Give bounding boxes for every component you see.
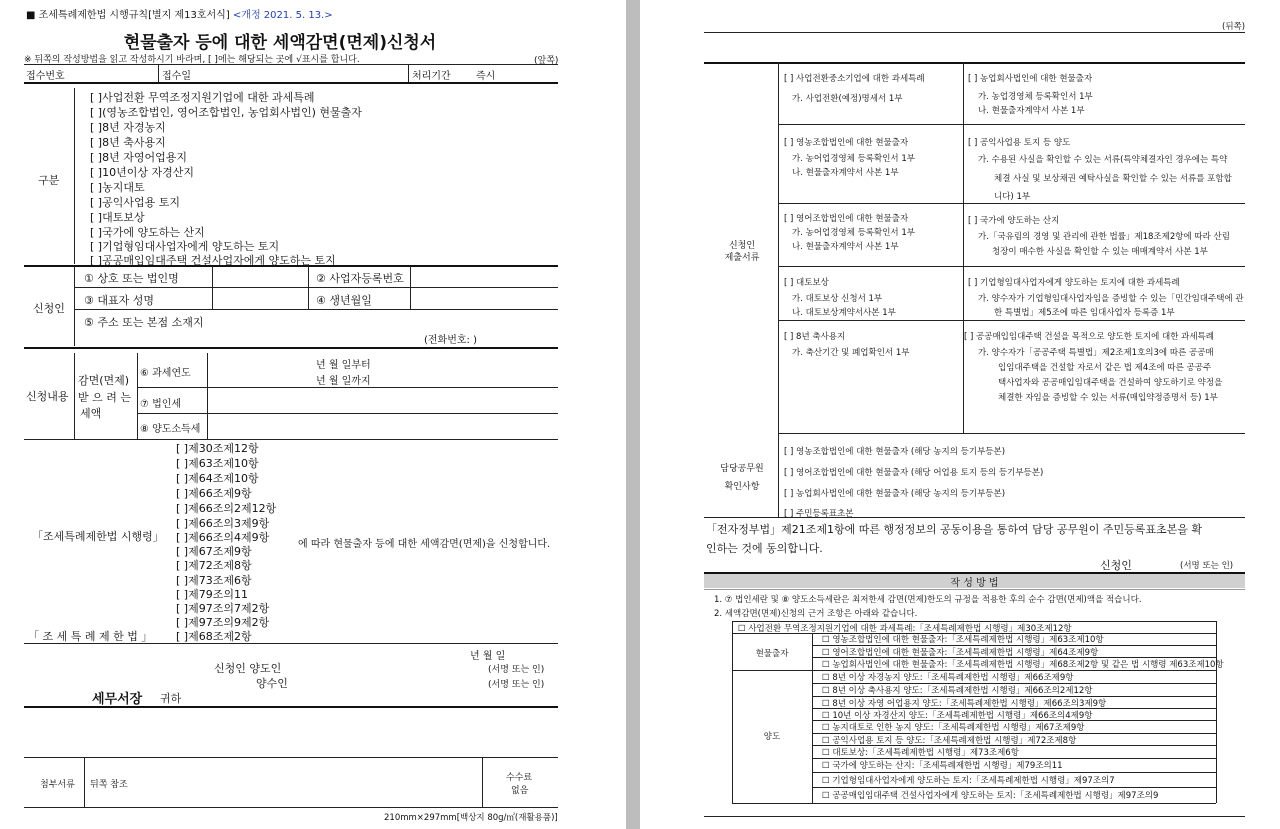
officer-item[interactable]: [ ] 영어조합법인에 대한 현물출자 (해당 어업용 토지 등의 등기부등본) — [784, 468, 1044, 478]
article-option[interactable]: [ ]제68조제2항 — [176, 630, 252, 643]
corp-name-label: ① 상호 또는 법인명 — [84, 272, 179, 285]
applicant-transferor: 신청인 양도인 — [214, 662, 282, 675]
doc-item[interactable]: [ ] 농업회사법인에 대한 현물출자 — [968, 74, 1093, 84]
fee-label: 수수료 — [506, 773, 533, 783]
consent-line2: 인하는 것에 동의합니다. — [706, 542, 823, 555]
income-tax-label: ⑧ 양도소득세 — [140, 424, 201, 435]
reduction-label-line3: 세액 — [80, 407, 102, 420]
category-option[interactable]: [ ]농지대토 — [90, 181, 145, 194]
basis-item[interactable]: ☐ 8년 이상 자영 어업용지 양도:「조세특례제한법 시행령」제66조의3제9항 — [822, 699, 1107, 709]
basis-item[interactable]: ☐ 공익사업용 토지 등 양도:「조세특례제한법 시행령」제72조제8항 — [822, 736, 1077, 746]
doc-detail: 가. 농어업경영체 등록확인서 1부 — [792, 228, 915, 238]
basis-item[interactable]: ☐ 10년 이상 자경산지 양도:「조세특례제한법 시행령」제66조의4제9항 — [822, 711, 1093, 721]
article-option[interactable]: [ ]제67조제9항 — [176, 545, 252, 558]
basis-item[interactable]: ☐ 영농조합법인에 대한 현물출자:「조세특례제한법 시행령」제63조제10항 — [822, 635, 1104, 645]
doc-detail: 가. 대토보상 신청서 1부 — [792, 294, 883, 304]
basis-item[interactable]: ☐ 농지대토로 인한 농지 양도:「조세특례제한법 시행령」제67조제9항 — [822, 723, 1085, 733]
category-option[interactable]: [ ]8년 자영어업용지 — [90, 151, 187, 164]
basis-item[interactable]: ☐ 국가에 양도하는 산지:「조세특례제한법 시행령」제79조의11 — [822, 761, 1063, 771]
category-label: 구분 — [38, 174, 60, 187]
article-option[interactable]: [ ]제97조의9제2항 — [176, 616, 270, 629]
basis-item[interactable]: ☐ 8년 이상 축사용지 양도:「조세특례제한법 시행령」제66조의2제12항 — [822, 686, 1093, 696]
revision-date: <개정 2021. 5. 13.> — [232, 10, 333, 21]
law-reference-text: ■ 조세특례제한법 시행규칙[별지 제13호서식] — [26, 10, 230, 21]
form-title: 현물출자 등에 대한 세액감면(면제)신청서 — [123, 33, 437, 53]
consent-applicant: 신청인 — [1100, 559, 1132, 572]
doc-item[interactable]: [ ] 공익사업용 토지 등 양도 — [968, 138, 1071, 148]
submit-label-line1: 신청인 — [728, 241, 756, 251]
rep-name-label: ③ 대표자 성명 — [84, 294, 154, 307]
tax-year-label: ⑥ 과세연도 — [140, 368, 191, 379]
officer-item[interactable]: [ ] 농업회사법인에 대한 현물출자 (해당 농지의 등기부등본) — [784, 489, 1006, 499]
article-option[interactable]: [ ]제30조제12항 — [176, 442, 259, 455]
article-option[interactable]: [ ]제66조의2제12항 — [176, 502, 277, 515]
address-label: ⑤ 주소 또는 본점 소재지 — [84, 316, 204, 329]
doc-detail: 청장이 매수한 사실을 확인할 수 있는 매매계약서 사본 1부 — [992, 247, 1208, 257]
category-option[interactable]: [ ](영농조합법인, 영어조합법인, 농업회사법인) 현물출자 — [90, 106, 362, 119]
doc-detail: 체결한 자임을 증빙할 수 있는 서류(매입약정증명서 등) 1부 — [998, 393, 1218, 403]
category-option[interactable]: [ ]공익사업용 토지 — [90, 196, 180, 209]
doc-detail: 가. 농업경영체 등록확인서 1부 — [978, 92, 1093, 102]
article-option[interactable]: [ ]제66조의3제9항 — [176, 517, 270, 530]
article-option[interactable]: [ ]제66조의4제9항 — [176, 531, 270, 544]
doc-detail: 가. 사업전환(예정)명세서 1부 — [792, 94, 903, 104]
officer-label-line1: 담당공무원 — [720, 464, 764, 474]
doc-detail: 나. 현물출자계약서 사본 1부 — [978, 106, 1085, 116]
front-page — [0, 0, 626, 829]
method-item-2: 2. 세액감면(면제)신청의 근거 조항은 아래와 같습니다. — [714, 609, 918, 619]
category-option[interactable]: [ ]기업형임대사업자에게 양도하는 토지 — [90, 240, 280, 253]
doc-item[interactable]: [ ] 기업형임대사업자에게 양도하는 토지에 대한 과세특례 — [968, 278, 1180, 288]
doc-item[interactable]: [ ] 대토보상 — [784, 278, 829, 288]
birth-label: ④ 생년월일 — [316, 294, 372, 307]
transferee-label: 양수인 — [256, 677, 288, 690]
law-label-secondary: 「 조 세 특 례 제 한 법 」 — [28, 630, 153, 643]
paper-size: 210mm×297mm[백상지 80g/㎡(재활용품)] — [384, 813, 558, 823]
officer-item[interactable]: [ ] 주민등록표초본 — [784, 509, 854, 519]
phone-label: (전화번호: ) — [424, 335, 477, 346]
article-option[interactable]: [ ]제97조의7제2항 — [176, 602, 270, 615]
submit-label-line2: 제출서류 — [724, 253, 760, 263]
doc-detail: 나. 대토보상계약서사본 1부 — [792, 308, 896, 318]
category-option[interactable]: [ ]8년 자경농지 — [90, 121, 166, 134]
process-period-value: 즉시 — [476, 71, 496, 82]
category-option[interactable]: [ ]10년이상 자경산지 — [90, 166, 194, 179]
content-label: 신청내용 — [26, 390, 69, 403]
process-period-label: 처리기간 — [412, 71, 451, 82]
attachments-label: 첨부서류 — [40, 780, 75, 790]
officer-label-line2: 확인사항 — [724, 482, 760, 492]
front-page-label: (앞쪽) — [534, 56, 559, 66]
corp-tax-label: ⑦ 법인세 — [140, 399, 182, 410]
law-reference — [26, 6, 333, 21]
doc-item[interactable]: [ ] 8년 축사용지 — [784, 332, 846, 342]
basis-item[interactable]: ☐ 영어조합법인에 대한 현물출자:「조세특례제한법 시행령」제64조제9항 — [822, 648, 1099, 658]
sign-transferee: (서명 또는 인) — [488, 680, 545, 690]
fee-value: 없음 — [511, 786, 529, 796]
doc-item[interactable]: [ ] 공공매입임대주택 건설을 목적으로 양도한 토지에 대한 과세특례 — [964, 332, 1214, 342]
doc-detail: 입임대주택을 건설할 자로서 같은 법 제4조에 따른 공공주 — [998, 363, 1212, 373]
article-option[interactable]: [ ]제72조제8항 — [176, 559, 252, 572]
sign-transferor: (서명 또는 인) — [488, 665, 545, 675]
article-option[interactable]: [ ]제79조의11 — [176, 588, 248, 601]
article-option[interactable]: [ ]제66조제9항 — [176, 487, 252, 500]
reduction-label-line2: 받 으 려 는 — [78, 391, 131, 404]
doc-detail: 가. 양수자가「공공주택 특별법」제2조제1호의3에 따른 공공매 — [978, 348, 1214, 358]
consent-sign: (서명 또는 인) — [1180, 561, 1234, 571]
doc-item[interactable]: [ ] 영어조합법인에 대한 현물출자 — [784, 214, 909, 224]
transfer-label: 양도 — [763, 732, 781, 742]
gwiha-label: 귀하 — [160, 692, 182, 705]
basis-item[interactable]: ☐ 대토보상:「조세특례제한법 시행령」제73조제6항 — [822, 748, 1019, 758]
basis-item[interactable]: ☐ 기업형임대사업자에게 양도하는 토지:「조세특례제한법 시행령」제97조의7 — [822, 776, 1115, 786]
doc-detail: 니다) 1부 — [994, 192, 1031, 202]
biz-number-label: ② 사업자등록번호 — [316, 272, 404, 285]
doc-item[interactable]: [ ] 영농조합법인에 대한 현물출자 — [784, 138, 909, 148]
apply-statement: 에 따라 현물출자 등에 대한 세액감면(면제)을 신청합니다. — [298, 539, 551, 550]
method-title: 작 성 방 법 — [704, 574, 1245, 588]
receipt-date-label: 접수일 — [162, 71, 191, 82]
period-to: 년 월 일까지 — [316, 376, 371, 387]
tax-office-head: 세무서장 — [92, 692, 143, 707]
doc-detail: 가. 수용된 사실을 확인할 수 있는 서류(특약체결자인 경우에는 특약 — [978, 155, 1228, 165]
category-option[interactable]: [ ]공공매입임대주택 건설사업자에게 양도하는 토지 — [90, 254, 336, 267]
category-option[interactable]: [ ]국가에 양도하는 산지 — [90, 226, 205, 239]
method-item-1: 1. ⑦ 법인세란 및 ⑧ 양도소득세란은 최저한세 감면(면제)한도의 규정을 적용한 후의 순수 감면(면제)액을 적습니다. — [714, 595, 1142, 605]
officer-item[interactable]: [ ] 영농조합법인에 대한 현물출자 (해당 농지의 등기부등본) — [784, 447, 1006, 457]
doc-item[interactable]: [ ] 사업전환중소기업에 대한 과세특례 — [784, 74, 925, 84]
basis-item[interactable]: ☐ 농업회사법인에 대한 현물출자:「조세특례제한법 시행령」제68조제2항 및 같은 법 시행령 제63조제10항 — [822, 660, 1224, 670]
back-page-label: (뒤쪽) — [1222, 22, 1246, 32]
doc-detail: 나. 현물출자계약서 사본 1부 — [792, 242, 899, 252]
article-option[interactable]: [ ]제64조제10항 — [176, 472, 259, 485]
basis-item[interactable]: ☐ 공공매입임대주택 건설사업자에게 양도하는 토지:「조세특례제한법 시행령」제97조의9 — [822, 791, 1159, 801]
basis-item[interactable]: ☐ 사업전환 무역조정지원기업에 대한 과세특례:「조세특례제한법 시행령」제30조제12항 — [738, 624, 1072, 634]
doc-detail: 가.「국유림의 경영 및 관리에 관한 법률」제18조제2항에 따라 산림 — [978, 232, 1230, 242]
contrib-label: 현물출자 — [755, 649, 789, 659]
article-option[interactable]: [ ]제63조제10항 — [176, 457, 259, 470]
doc-detail: 가. 양수자가 기업형임대사업자임을 증빙할 수 있는「민간임대주택에 관 — [978, 294, 1244, 304]
receipt-number-label: 접수번호 — [26, 71, 65, 82]
basis-item[interactable]: ☐ 8년 이상 자경농지 양도:「조세특례제한법 시행령」제66조제9항 — [822, 673, 1074, 683]
period-from: 년 월 일부터 — [316, 360, 371, 371]
article-option[interactable]: [ ]제73조제6항 — [176, 574, 252, 587]
notice-text: ※ 뒤쪽의 작성방법을 읽고 작성하시기 바라며, [ ]에는 해당되는 곳에 √표시를 합니다. — [24, 55, 360, 65]
doc-detail: 택사업자와 공공매입임대주택을 건설하여 양도하기로 약정을 — [998, 378, 1223, 388]
date-line: 년 월 일 — [470, 651, 506, 662]
category-option[interactable]: [ ]대토보상 — [90, 211, 145, 224]
doc-detail: 한 특별법」제5조에 따른 임대사업자 등록증 1부 — [994, 308, 1175, 318]
back-page — [640, 0, 1280, 829]
doc-detail: 가. 농어업경영체 등록확인서 1부 — [792, 154, 915, 164]
doc-item[interactable]: [ ] 국가에 양도하는 산지 — [968, 216, 1060, 226]
attachments-value: 뒤쪽 참조 — [90, 780, 128, 790]
decree-label: 「조세특례제한법 시행령」 — [32, 530, 164, 543]
category-option[interactable]: [ ]사업전환 무역조정지원기업에 대한 과세특례 — [90, 91, 315, 104]
doc-detail: 체결 사실 및 보상채권 예탁사실을 확인할 수 있는 서류를 포함합 — [994, 174, 1232, 184]
reduction-label-line1: 감면(면제) — [78, 374, 130, 387]
applicant-label: 신청인 — [33, 302, 65, 315]
consent-line1: 「전자정부법」제21조제1항에 따른 행정정보의 공동이용을 통하여 담당 공무원이 주민등록표초본을 확 — [706, 523, 1203, 536]
doc-detail: 나. 현물출자계약서 사본 1부 — [792, 168, 899, 178]
category-option[interactable]: [ ]8년 축사용지 — [90, 136, 166, 149]
doc-detail: 가. 축산기간 및 폐업확인서 1부 — [792, 348, 910, 358]
